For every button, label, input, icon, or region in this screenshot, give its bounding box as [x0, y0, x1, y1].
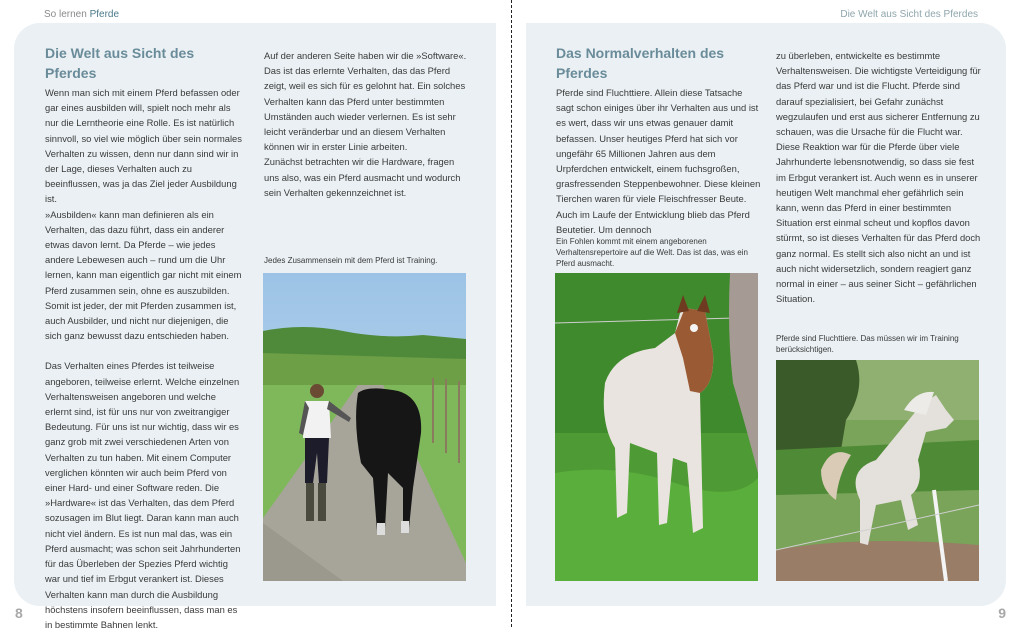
page-number-left: 8	[15, 605, 23, 621]
right-column-1	[556, 43, 761, 237]
left-column-2	[264, 48, 469, 200]
page-fold-divider	[511, 0, 512, 627]
paragraph: zu überleben, entwickelte es bestimmte Verhaltensweisen. Die wichtigste Verteidigung für das Pferd war und ist die Flucht. Pferde sind darauf spezialisiert, bei Gefahr zunächst wegzulaufen und erst aus sicherer Entfernung zu schauen, was die Ursache für die Flucht war. Diese Reaktion war für die Pferde über viele Jahrhunderte lebensnotwendig, so dass sie fest im Erbgut verankert ist. Auch wenn es in unserer heutigen Welt manchmal eher gefährlich sein kann, wenn das Pferd in einer bestimmten Situation erst einmal scheut und kopflos davon stürmt, so ist dieses Verhalten für das Pferd doch ganz normal. Es stellt sich also nicht an und ist auch nicht widersetzlich, sondern reagiert ganz normal in einer – aus seiner Sicht – gefährlichen Situation.	[776, 50, 981, 305]
right-column-2	[776, 48, 981, 306]
running-head-right: Die Welt aus Sicht des Pferdes	[840, 9, 978, 20]
left-column-1	[45, 43, 245, 632]
paragraph: »Ausbilden« kann man definieren als ein Verhalten, das dazu führt, dass ein anderer etwas davon lernt. Da Pferde – wie jedes andere Lebewesen auch – rund um die Uhr lernen, kann man eigentlich gar nicht mit einem Pferd zusammen sein, ohne es auszubilden. Somit ist jeder, der mit Pferden zusammen ist, auch Ausbilder, und nicht nur diejenigen, die sich ganz bewusst dazu entschieden haben.	[45, 208, 242, 342]
photo-foal	[555, 273, 758, 581]
paragraph: Auf der anderen Seite haben wir die »Software«. Das ist das erlernte Verhalten, das das Pferd zeigt, weil es sich für es gelohnt hat. Ein solches Verhalten kann das Pferd unter bestimmten Umständen auch wieder verlernen. Es ist sehr leicht veränderbar und an diesem Verhalten können wir in erster Linie arbeiten.	[264, 50, 467, 153]
section-heading-welt: Die Welt aus Sicht des Pferdes	[45, 45, 195, 81]
photo-caption-training: Jedes Zusammensein mit dem Pferd ist Training.	[264, 256, 438, 265]
paragraph: Zunächst betrachten wir die Hardware, fragen uns also, was ein Pferd ausmacht und wodurch sein Verhalten gekennzeichnet ist.	[264, 156, 461, 198]
paragraph: Wenn man sich mit einem Pferd befassen oder gar eines ausbilden will, spielt noch mehr als nur die Lerntheorie eine Rolle. Es ist natürlich sinnvoll, so viel wie möglich über sein normales Verhalten zu wissen, denn nur dann sind wir in der Lage, dieses Verhalten auch zu beeinflussen, was ja das Ziel jeder Ausbildung ist.	[45, 87, 242, 205]
photo-galloping-horse	[776, 360, 979, 581]
running-head-left	[44, 9, 119, 20]
photo-caption-foal: Ein Fohlen kommt mit einem angeborenen Verhaltensrepertoire auf die Welt. Das ist das, was ein Pferd ausmacht.	[556, 237, 748, 268]
photo-woman-with-horse	[263, 273, 466, 581]
paragraph: Das Verhalten eines Pferdes ist teilweise angeboren, teilweise erlernt. Welche einzelnen Verhaltensweisen angeboren und welche erlernt sind, ist für uns nur von zweitrangiger Bedeutung. Für uns ist nur wichtig, dass wir es ganz grob mit zwei verschiedenen Arten von Verhalten zu tun haben. Mit einem Computer verglichen könnten wir auch beim Pferd von einer Hard- und einer Software reden. Die »Hardware« ist das Verhalten, das dem Pferd sozusagen im Blut liegt. Daran kann man auch nicht viel ändern. Es ist nun mal das, was ein Pferd ausmacht; was schon seit Jahrhunderten für das Überleben der Spezies Pferd wichtig war und tief im Erbgut verankert ist. Dieses Verhalten kann man durch die Ausbildung höchstens insofern beeinflussen, dass man es in bestimmte Bahnen lenkt.	[45, 360, 241, 630]
section-heading-normalverhalten: Das Normalverhalten des Pferdes	[556, 45, 725, 81]
paragraph: Pferde sind Fluchttiere. Allein diese Tatsache sagt schon einiges über ihr Verhalten aus und ist es wert, dass wir uns etwas genauer damit befassen. Unser heutiges Pferd hat sich vor ungefähr 65 Millionen Jahren aus dem Urpferdchen entwickelt, einem fuchsgroßen, grasfressenden Steppenbewohner. Diese kleinen Tierchen waren für viele Fleischfresser Beute. Auch im Laufe der Entwicklung blieb das Pferd Beutetier. Um dennoch	[556, 87, 761, 235]
running-head-prefix: So lernen	[44, 9, 87, 20]
photo-caption-flight-animal: Pferde sind Fluchttiere. Das müssen wir im Training berücksichtigen.	[776, 334, 959, 354]
page-number-right: 9	[998, 605, 1006, 621]
running-head-accent: Pferde	[89, 9, 120, 20]
